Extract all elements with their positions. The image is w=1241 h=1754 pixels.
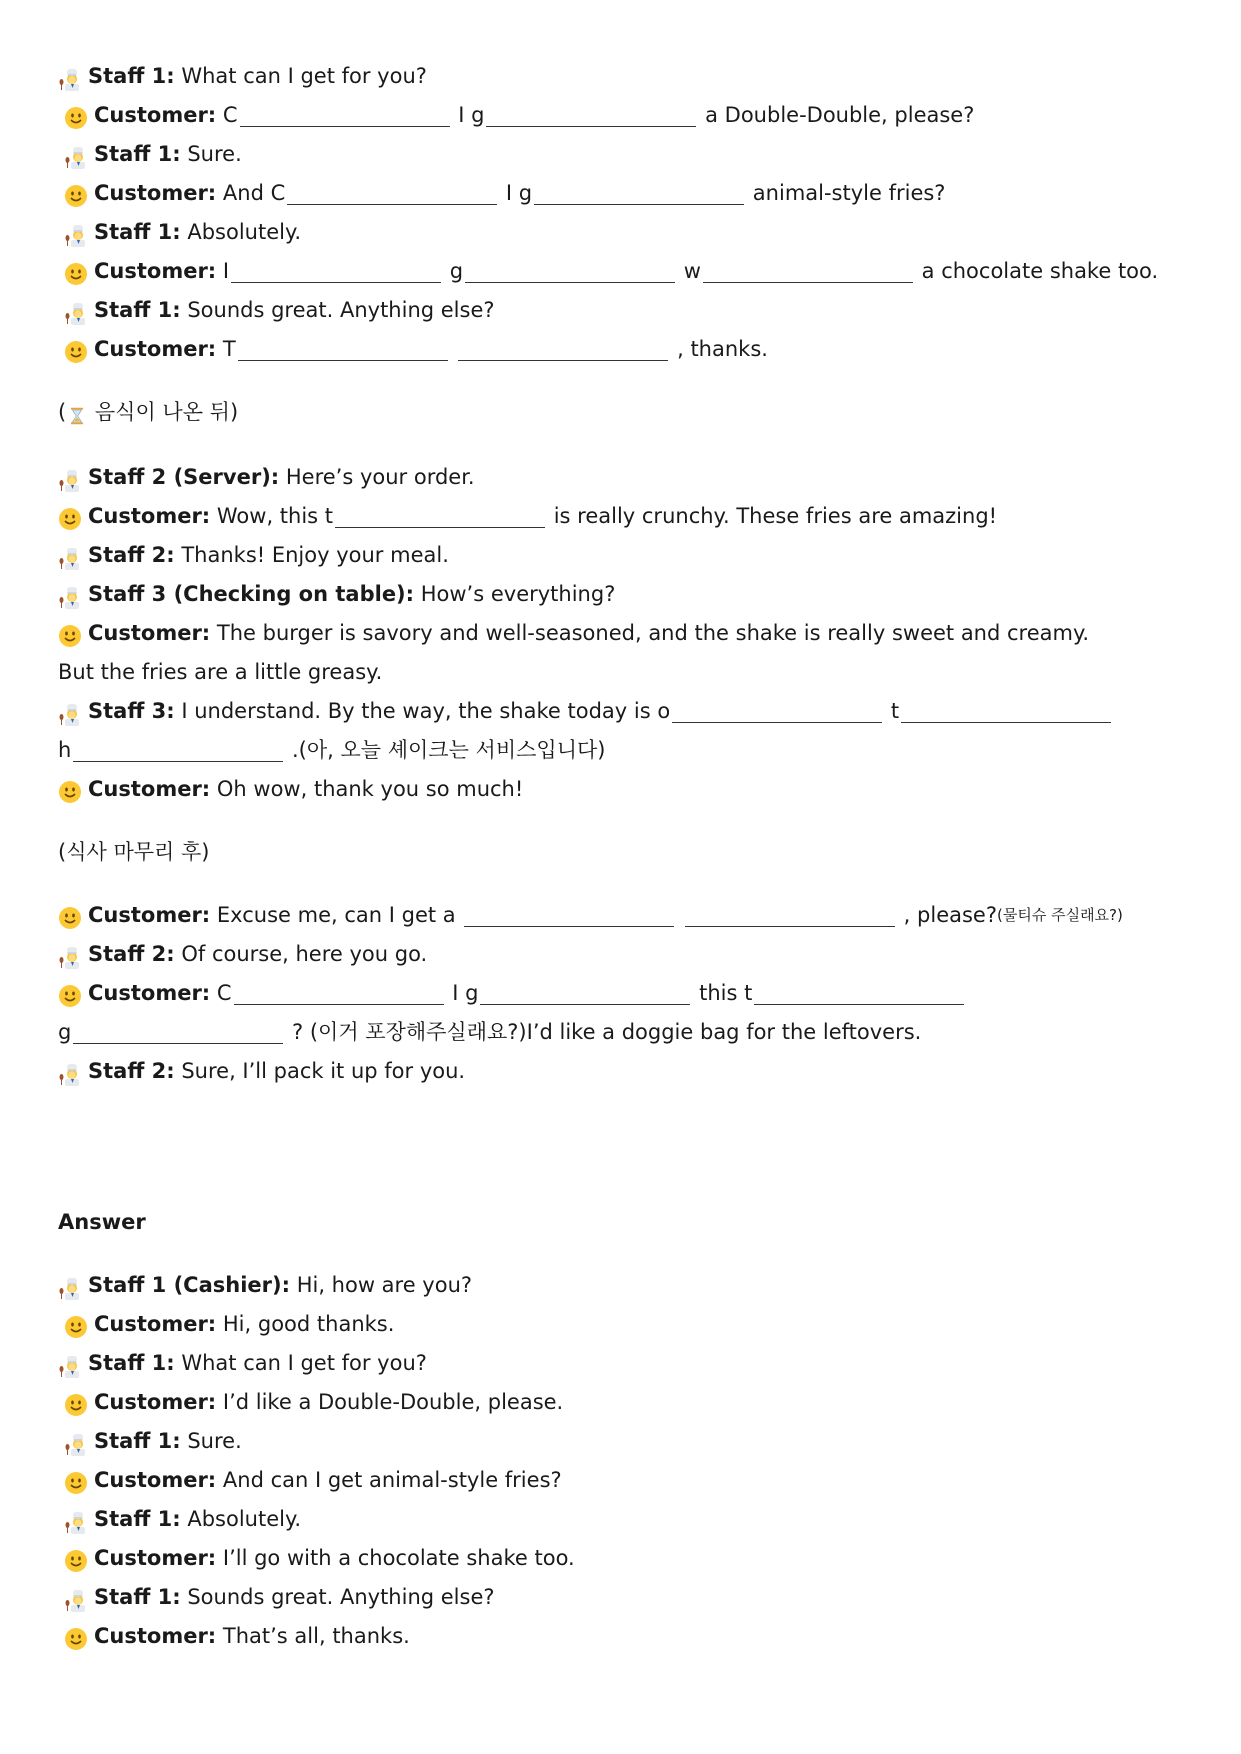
- line-text: Absolutely.: [180, 220, 302, 244]
- dialogue-line: [58, 57, 1208, 96]
- line-text: I g: [445, 981, 479, 1005]
- dialogue-line: [58, 692, 1208, 731]
- dialogue-line: [58, 974, 1208, 1013]
- speaker-label: Customer:: [94, 1312, 217, 1336]
- speaker-label: Staff 2 (Server):: [88, 465, 280, 489]
- speaker-label: Customer:: [94, 337, 217, 361]
- fill-in-blank: [464, 904, 674, 927]
- speaker-label: Staff 2:: [88, 942, 175, 966]
- fill-in-blank: [287, 182, 497, 205]
- fill-in-blank: [685, 904, 895, 927]
- speaker-label: Staff 1 (Cashier):: [88, 1273, 291, 1297]
- dialogue-line: [58, 1203, 1208, 1242]
- line-text: t: [884, 699, 900, 723]
- chef-icon: [64, 1586, 88, 1610]
- dialogue-line: [58, 770, 1208, 809]
- line-text: Hi, how are you?: [290, 1273, 473, 1297]
- speaker-label: Customer:: [94, 1546, 217, 1570]
- speaker-label: Staff 1:: [88, 64, 175, 88]
- smiley-icon: [64, 260, 88, 284]
- dialogue-line: [58, 1344, 1208, 1383]
- speaker-label: Customer:: [94, 259, 217, 283]
- line-text: What can I get for you?: [174, 1351, 427, 1375]
- dialogue-line: [58, 330, 1208, 369]
- chef-icon: [64, 143, 88, 167]
- dialogue-line: [58, 896, 1208, 935]
- fill-in-blank: [335, 505, 545, 528]
- line-text: , thanks.: [670, 337, 768, 361]
- dialogue-line: [58, 497, 1208, 536]
- fill-in-blank: [458, 338, 668, 361]
- chef-icon: [58, 1352, 82, 1376]
- line-text: But the fries are a little greasy.: [58, 660, 383, 684]
- line-text: (식사 마무리 후): [58, 840, 210, 864]
- speaker-label: Staff 2:: [88, 543, 175, 567]
- dialogue-line: [58, 1578, 1208, 1617]
- dialogue-line: [58, 1461, 1208, 1500]
- fill-in-blank: [231, 260, 441, 283]
- fill-in-blank: [703, 260, 913, 283]
- line-text: I understand. By the way, the shake today is o: [174, 699, 671, 723]
- dialogue-line: [58, 252, 1208, 291]
- line-text: animal-style fries?: [746, 181, 946, 205]
- line-text: Oh wow, thank you so much!: [210, 777, 524, 801]
- dialogue-line: [58, 614, 1208, 653]
- fill-in-blank: [73, 739, 283, 762]
- smiley-icon: [64, 1391, 88, 1415]
- line-text: C: [216, 103, 238, 127]
- dialogue-line: [58, 174, 1208, 213]
- line-text: Absolutely.: [180, 1507, 302, 1531]
- line-text: Sure.: [180, 1429, 242, 1453]
- smiley-icon: [64, 104, 88, 128]
- line-text: ? (이거 포장해주실래요?)I’d like a doggie bag for the leftovers.: [285, 1020, 922, 1044]
- dialogue-line: [58, 1383, 1208, 1422]
- line-text: is really crunchy. These fries are amazing!: [547, 504, 998, 528]
- dialogue-line: [58, 1305, 1208, 1344]
- speaker-label: Staff 1:: [94, 142, 181, 166]
- dialogue-line: [58, 213, 1208, 252]
- smiley-icon: [58, 505, 82, 529]
- dialogue-line: [58, 291, 1208, 330]
- speaker-label: Staff 1:: [94, 220, 181, 244]
- fill-in-blank: [480, 982, 690, 1005]
- line-text: Sounds great. Anything else?: [180, 1585, 495, 1609]
- line-text: How’s everything?: [414, 582, 616, 606]
- chef-icon: [64, 299, 88, 323]
- dialogue-line: [58, 833, 1208, 872]
- fill-in-blank: [465, 260, 675, 283]
- speaker-label: Answer: [58, 1210, 146, 1234]
- line-text: And can I get animal-style fries?: [216, 1468, 562, 1492]
- line-text: [676, 896, 683, 935]
- chef-icon: [58, 65, 82, 89]
- line-text: a chocolate shake too.: [914, 259, 1159, 283]
- speaker-label: Customer:: [94, 103, 217, 127]
- line-text: Wow, this t: [210, 504, 334, 528]
- speaker-label: Staff 1:: [94, 1429, 181, 1453]
- line-text: I’ll go with a chocolate shake too.: [216, 1546, 575, 1570]
- line-text: And C: [216, 181, 286, 205]
- smiley-icon: [64, 1469, 88, 1493]
- speaker-label: Staff 2:: [88, 1059, 175, 1083]
- smiley-icon: [64, 1625, 88, 1649]
- smiley-icon: [58, 904, 82, 928]
- fill-in-blank: [672, 700, 882, 723]
- fill-in-blank: [238, 338, 448, 361]
- line-text: h: [58, 738, 72, 762]
- line-text: That’s all, thanks.: [216, 1624, 410, 1648]
- chef-icon: [64, 1508, 88, 1532]
- dialogue-line: [58, 393, 1208, 432]
- line-text: this t: [692, 981, 753, 1005]
- dialogue-line: [58, 935, 1208, 974]
- speaker-label: Staff 1:: [88, 1351, 175, 1375]
- line-text: Of course, here you go.: [174, 942, 428, 966]
- smiley-icon: [64, 1313, 88, 1337]
- fill-in-blank: [534, 182, 744, 205]
- line-text: 음식이 나온 뒤): [88, 400, 239, 424]
- line-text: Excuse me, can I get a: [210, 903, 463, 927]
- fill-in-blank: [234, 982, 444, 1005]
- dialogue-line: [58, 96, 1208, 135]
- line-text: w: [677, 259, 701, 283]
- speaker-label: Customer:: [88, 777, 211, 801]
- chef-icon: [58, 943, 82, 967]
- dialogue-line: [58, 458, 1208, 497]
- line-text: I g: [451, 103, 485, 127]
- line-text: a Double-Double, please?: [698, 103, 975, 127]
- speaker-label: Staff 3:: [88, 699, 175, 723]
- hourglass-icon: [68, 401, 86, 425]
- speaker-label: Customer:: [94, 181, 217, 205]
- chef-icon: [58, 1060, 82, 1084]
- line-text: Sure, I’ll pack it up for you.: [174, 1059, 466, 1083]
- dialogue-line: [58, 135, 1208, 174]
- speaker-label: Staff 1:: [94, 1507, 181, 1531]
- smiley-icon: [58, 622, 82, 646]
- dialogue-line: [58, 1013, 1208, 1052]
- dialogue-line: [58, 536, 1208, 575]
- fill-in-blank: [240, 104, 450, 127]
- line-text: g: [443, 259, 464, 283]
- smiley-icon: [64, 338, 88, 362]
- dialogue-line: [58, 731, 1208, 770]
- speaker-label: Customer:: [94, 1468, 217, 1492]
- line-text: .(아, 오늘 셰이크는 서비스입니다): [285, 738, 606, 762]
- speaker-label: Customer:: [88, 504, 211, 528]
- smiley-icon: [58, 982, 82, 1006]
- line-text: Sure.: [180, 142, 242, 166]
- fill-in-blank: [486, 104, 696, 127]
- line-text: g: [58, 1020, 72, 1044]
- line-text: I g: [499, 181, 533, 205]
- line-text: What can I get for you?: [174, 64, 427, 88]
- chef-icon: [58, 1274, 82, 1298]
- dialogue-line: [58, 1422, 1208, 1461]
- line-text: Here’s your order.: [279, 465, 475, 489]
- chef-icon: [64, 1430, 88, 1454]
- speaker-label: Customer:: [94, 1390, 217, 1414]
- speaker-label: Staff 3 (Checking on table):: [88, 582, 415, 606]
- line-text: [450, 330, 457, 369]
- smiley-icon: [58, 778, 82, 802]
- dialogue-line: [58, 1052, 1208, 1091]
- korean-hint: (물티슈 주실래요?): [997, 906, 1123, 924]
- dialogue-document: [58, 57, 1208, 1656]
- line-text: The burger is savory and well-seasoned, and the shake is really sweet and creamy.: [210, 621, 1090, 645]
- speaker-label: Customer:: [88, 621, 211, 645]
- chef-icon: [58, 700, 82, 724]
- line-text: Hi, good thanks.: [216, 1312, 395, 1336]
- dialogue-line: [58, 1500, 1208, 1539]
- dialogue-line: [58, 1539, 1208, 1578]
- dialogue-line: [58, 1266, 1208, 1305]
- line-text: C: [210, 981, 232, 1005]
- speaker-label: Staff 1:: [94, 1585, 181, 1609]
- line-text: , please?: [897, 903, 997, 927]
- line-text: Sounds great. Anything else?: [180, 298, 495, 322]
- speaker-label: Staff 1:: [94, 298, 181, 322]
- line-text: I’d like a Double-Double, please.: [216, 1390, 564, 1414]
- chef-icon: [58, 466, 82, 490]
- chef-icon: [58, 583, 82, 607]
- line-text: I: [216, 259, 230, 283]
- dialogue-line: [58, 653, 1208, 692]
- fill-in-blank: [73, 1021, 283, 1044]
- smiley-icon: [64, 1547, 88, 1571]
- smiley-icon: [64, 182, 88, 206]
- line-text: T: [216, 337, 236, 361]
- speaker-label: Customer:: [88, 981, 211, 1005]
- chef-icon: [58, 544, 82, 568]
- fill-in-blank: [901, 700, 1111, 723]
- dialogue-line: [58, 575, 1208, 614]
- line-text: (: [58, 400, 67, 424]
- speaker-label: Customer:: [88, 903, 211, 927]
- dialogue-line: [58, 1617, 1208, 1656]
- chef-icon: [64, 221, 88, 245]
- fill-in-blank: [754, 982, 964, 1005]
- line-text: Thanks! Enjoy your meal.: [174, 543, 449, 567]
- speaker-label: Customer:: [94, 1624, 217, 1648]
